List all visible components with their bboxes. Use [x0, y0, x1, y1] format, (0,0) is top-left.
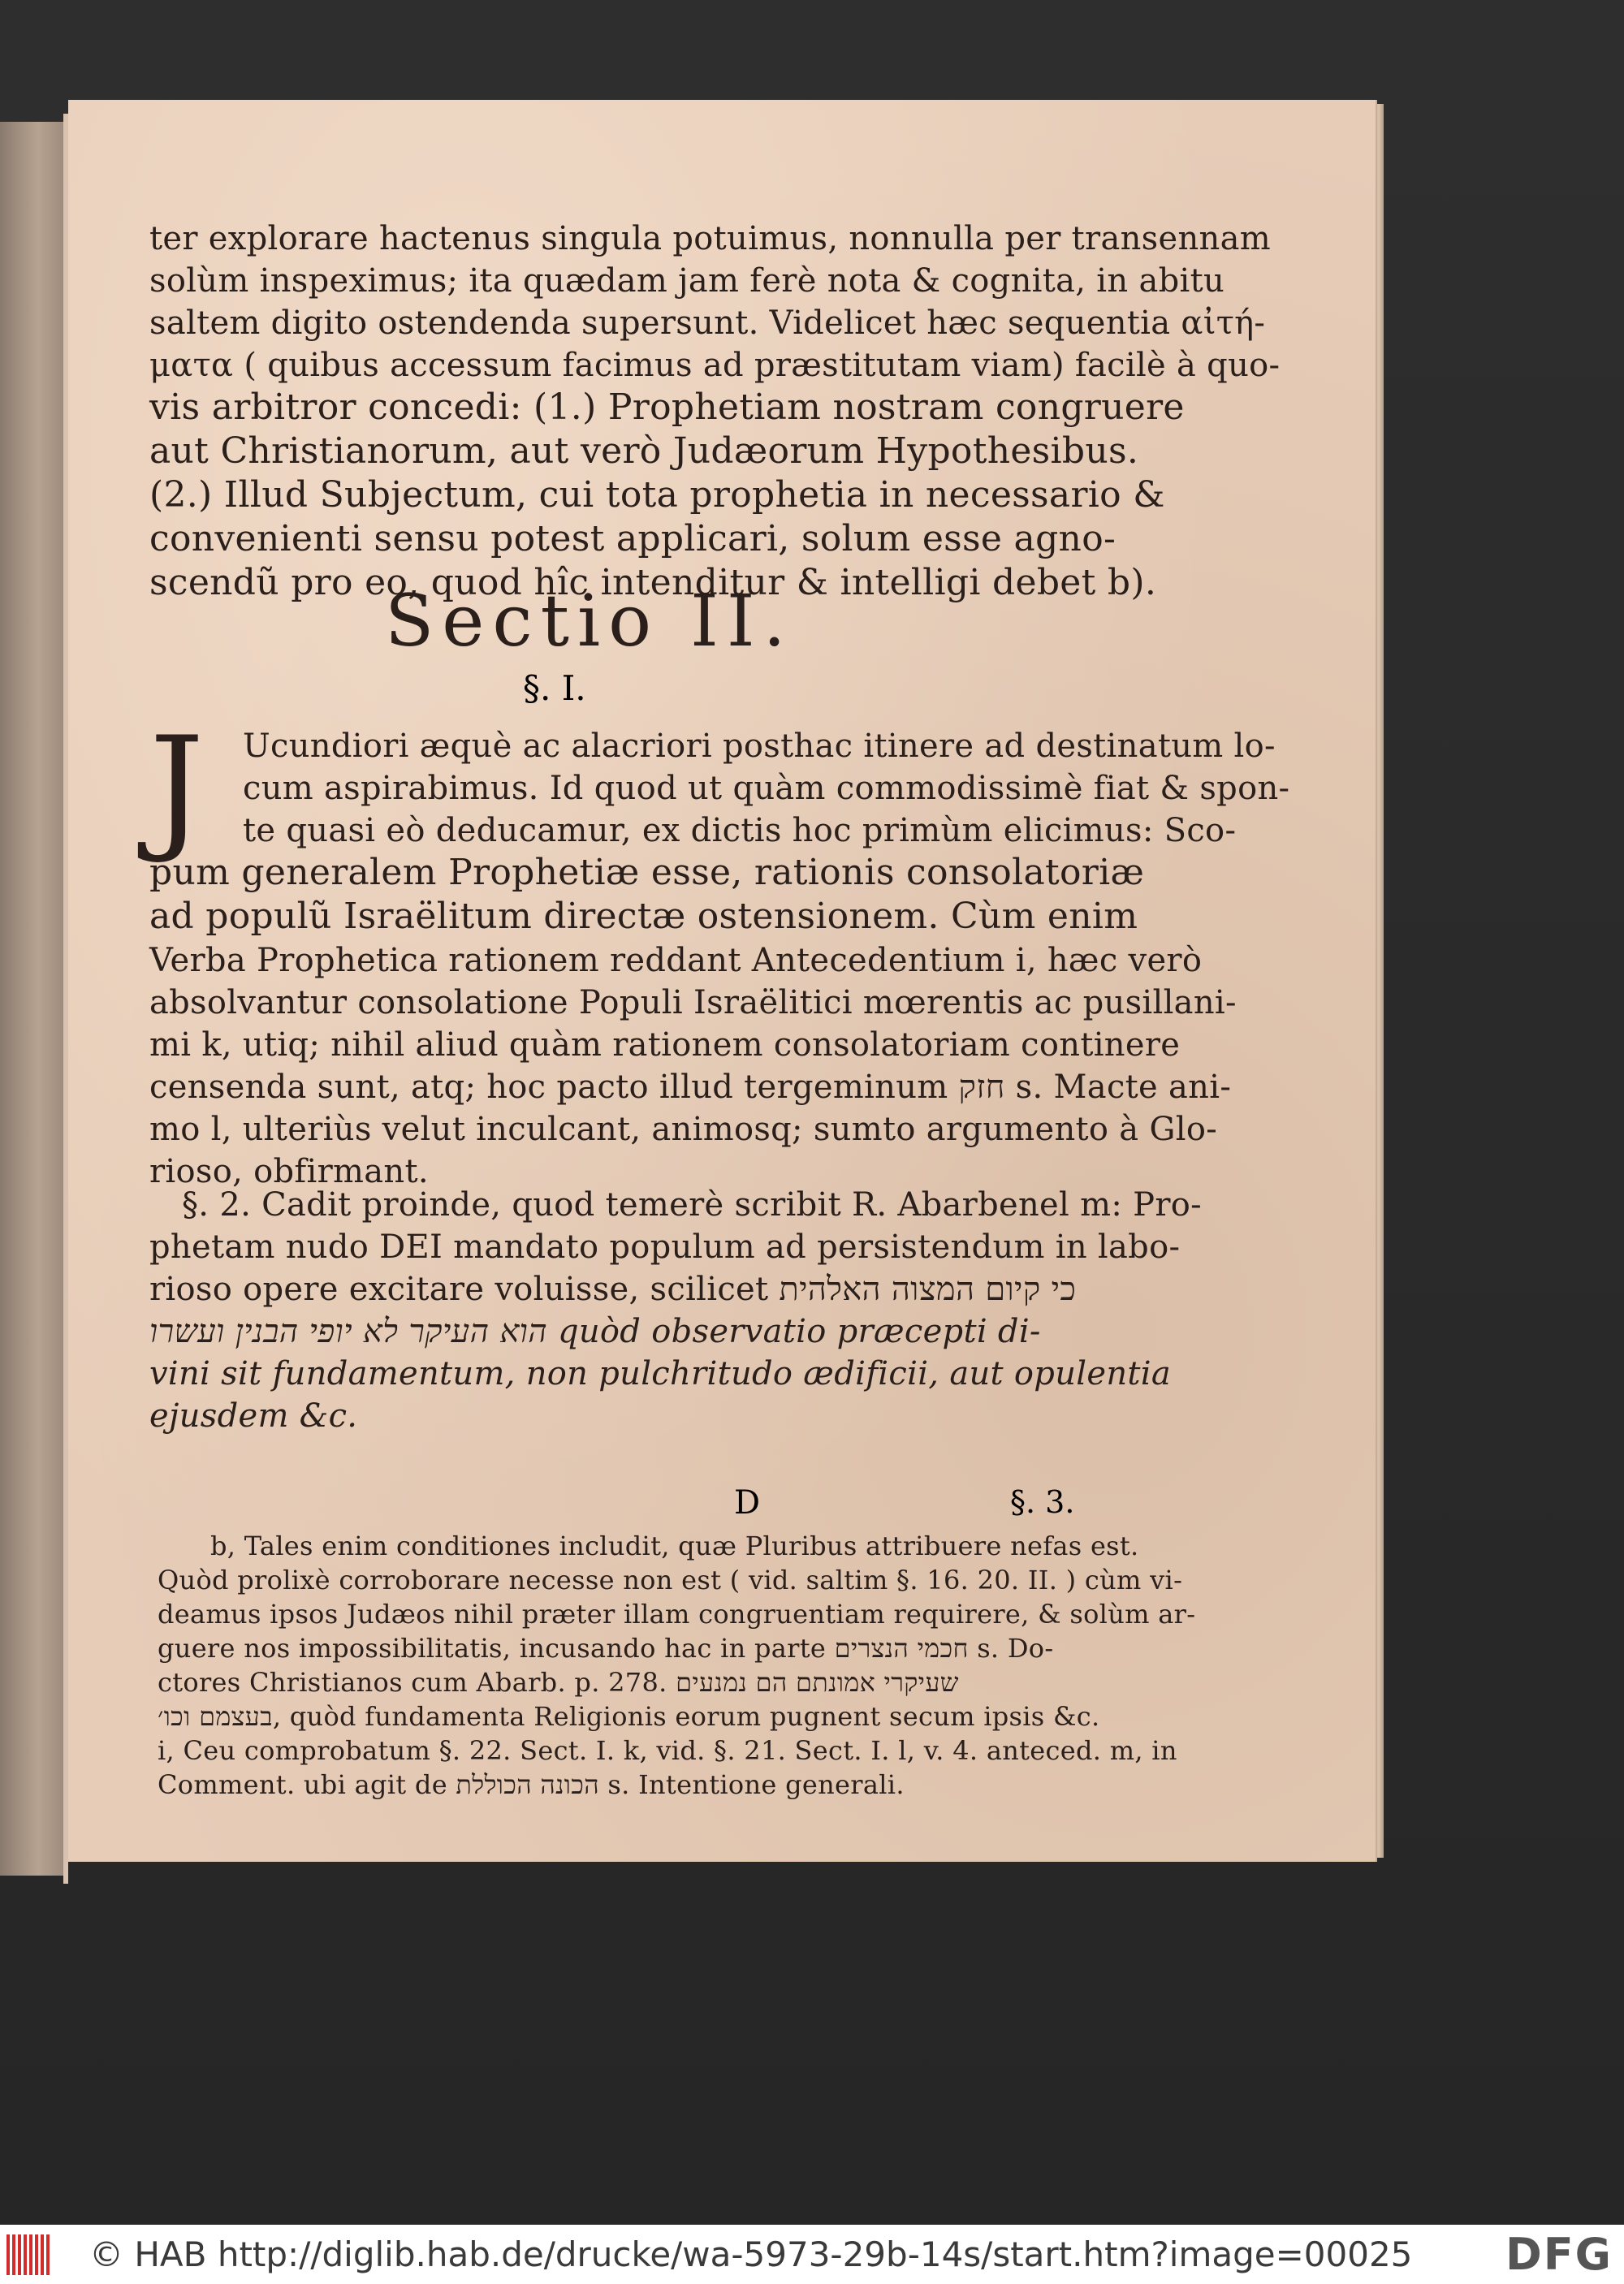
text-line: mo l, ulteriùs velut inculcant, animosq; sumto argumento à Glo-: [149, 1111, 1218, 1148]
text-line: ματα ( quibus accessum facimus ad præstitutam viam) facilè à quo-: [149, 347, 1281, 384]
signature-mark: D: [734, 1484, 761, 1522]
text-line: ejusdem &c.: [149, 1397, 358, 1435]
text-line: solùm inspeximus; ita quædam jam ferè nota & cognita, in abitu: [149, 262, 1225, 300]
text-line: phetam nudo DEI mandato populum ad persistendum in labo-: [149, 1228, 1181, 1266]
footnote-line: b, Tales enim conditiones includit, quæ Pluribus attribuere nefas est.: [210, 1531, 1139, 1561]
footer-bar: [0, 2225, 1624, 2284]
text-line: vis arbitror concedi: (1.) Prophetiam nostram congruere: [149, 386, 1185, 428]
text-line: pum generalem Prophetiæ esse, rationis consolatoriæ: [149, 852, 1145, 893]
text-line: Ucundiori æquè ac alacriori posthac itinere ad destinatum lo-: [243, 728, 1276, 765]
text-line: scendũ pro eo, quod hîc intenditur & intelligi debet b).: [149, 562, 1157, 603]
copyright-link[interactable]: © HAB http://diglib.hab.de/drucke/wa-5973-29b-14s/start.htm?image=00025: [89, 2234, 1413, 2274]
text-line: saltem digito ostendenda supersunt. Videlicet hæc sequentia αἰτή-: [149, 304, 1266, 342]
text-line: ad populũ Israëlitum directæ ostensionem. Cùm enim: [149, 896, 1138, 937]
text-line: rioso opere excitare voluisse, scilicet כי קיום המצוה האלהית: [149, 1271, 1077, 1308]
footnote-line: guere nos impossibilitatis, incusando hac in parte חכמי הנצרים s. Do-: [158, 1633, 1054, 1664]
text-line: mi k, utiq; nihil aliud quàm rationem consolatoriam continere: [149, 1026, 1181, 1064]
text-line: absolvantur consolatione Populi Israëlitici mœrentis ac pusillani-: [149, 984, 1237, 1021]
footnote-line: ctores Christianos cum Abarb. p. 278. שעיקרי אמונתם הם נמנעים: [158, 1667, 959, 1698]
text-line: rioso, obfirmant.: [149, 1153, 429, 1190]
text-line: הוא העיקר לא יופי הבנין ועשרו quòd observatio præcepti di-: [149, 1313, 1041, 1350]
text-line: §. 2. Cadit proinde, quod temerè scribit R. Abarbenel m: Pro-: [182, 1186, 1202, 1224]
text-line: vini sit fundamentum, non pulchritudo ædificii, aut opulentia: [149, 1355, 1172, 1392]
barcode-icon: [6, 2230, 71, 2279]
section-heading: Sectio II.: [385, 579, 794, 663]
drop-capital: J: [149, 707, 205, 866]
footnote-line: i, Ceu comprobatum §. 22. Sect. I. k, vid. §. 21. Sect. I. l, v. 4. anteced. m, in: [158, 1735, 1177, 1766]
footnote-line: deamus ipsos Judæos nihil præter illam congruentiam requirere, & solùm ar-: [158, 1599, 1196, 1630]
text-line: cum aspirabimus. Id quod ut quàm commodissimè fiat & spon-: [243, 770, 1290, 807]
text-line: te quasi eò deducamur, ex dictis hoc primùm elicimus: Sco-: [243, 812, 1237, 849]
previous-page-edge: [0, 122, 65, 1876]
text-line: convenienti sensu potest applicari, solum esse agno-: [149, 518, 1116, 559]
footnote-line: בעצמם וכו׳, quòd fundamenta Religionis eorum pugnent secum ipsis &c.: [158, 1701, 1100, 1732]
footnote-line: Quòd prolixè corroborare necesse non est ( vid. saltim §. 16. 20. II. ) cùm vi-: [158, 1565, 1183, 1595]
catchword: §. 3.: [1010, 1484, 1075, 1520]
section-number: §. I.: [523, 668, 586, 708]
dfg-logo: DFG: [1505, 2229, 1613, 2280]
text-line: aut Christianorum, aut verò Judæorum Hypothesibus.: [149, 430, 1139, 472]
book-page: [68, 100, 1376, 1862]
text-line: ter explorare hactenus singula potuimus, nonnulla per transennam: [149, 220, 1271, 257]
text-line: Verba Prophetica rationem reddant Antecedentium i, hæc verò: [149, 942, 1203, 979]
footnote-line: Comment. ubi agit de הכונה הכוללת s. Intentione generali.: [158, 1769, 905, 1800]
text-line: (2.) Illud Subjectum, cui tota prophetia in necessario &: [149, 474, 1165, 516]
text-line: censenda sunt, atq; hoc pacto illud tergeminum חזק s. Macte ani-: [149, 1069, 1232, 1106]
